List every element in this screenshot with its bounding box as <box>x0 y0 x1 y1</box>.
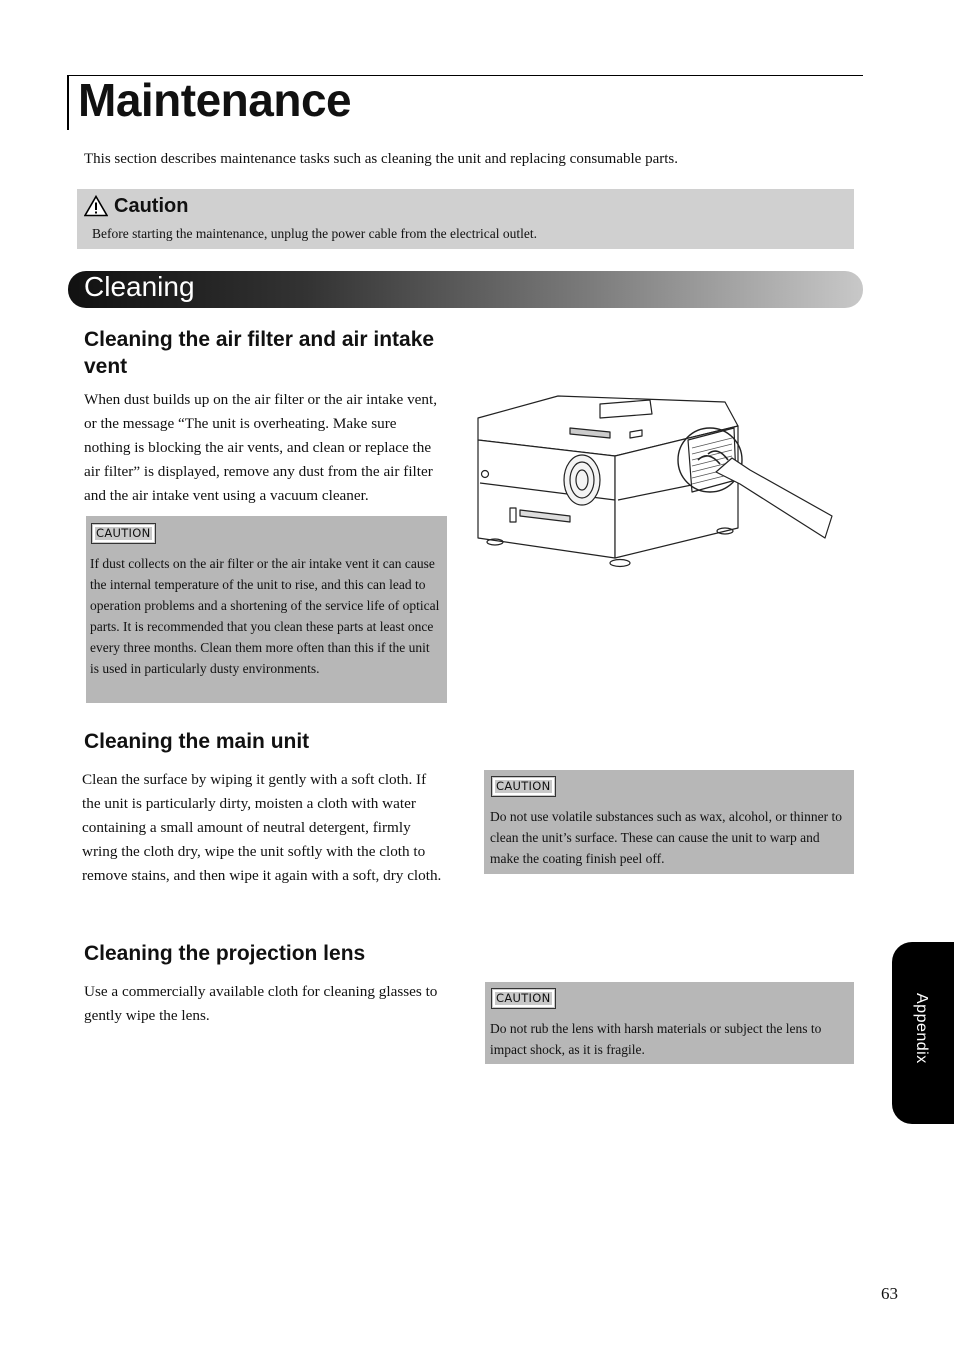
lens-heading: Cleaning the projection lens <box>84 942 366 965</box>
caution-heading <box>84 193 188 219</box>
section-title: Cleaning <box>84 271 195 302</box>
warning-triangle-icon <box>84 195 108 217</box>
main-unit-body: Clean the surface by wiping it gently with a soft cloth. If the unit is particularly dirty, moisten a cloth with water containing a small amount of neutral detergent, firmly wring the cloth dry, wipe the unit softly with the cloth to remove stains, and then wipe it again with a soft, dry cloth. <box>82 771 442 884</box>
lens-body: Use a commercially available cloth for cleaning glasses to gently wipe the lens. <box>84 983 438 1024</box>
caution-text: Before starting the maintenance, unplug the power cable from the electrical outlet. <box>92 226 537 241</box>
caution-tag-label: CAUTION <box>91 523 156 544</box>
lens-caution-text: Do not rub the lens with harsh materials or subject the lens to impact shock, as it is fragile. <box>490 1021 822 1057</box>
main-unit-heading: Cleaning the main unit <box>84 730 310 753</box>
page-number: 63 <box>881 1284 898 1303</box>
air-filter-caution-tag <box>91 523 156 544</box>
caution-tag-label: CAUTION <box>491 988 556 1009</box>
air-filter-caution-text: If dust collects on the air filter or the air intake vent it can cause the internal temperature of the unit to rise, and this can lead to operation problems and a shortening of the service life of optical parts. It is recommended that you clean these parts at least once every three months. Clean them more often than this if the unit is used in particularly dusty environments. <box>90 556 440 676</box>
air-filter-body: When dust builds up on the air filter or the air intake vent, or the message “The unit is overheating. Make sure nothing is blocking the air vents, and clean or replace the air filter” is displayed, remove any dust from the air filter and the air intake vent using a vacuum cleaner. <box>84 391 438 504</box>
main-unit-caution-text: Do not use volatile substances such as wax, alcohol, or thinner to clean the unit’s surface. These can cause the unit to warp and make the coating finish peel off. <box>490 809 843 866</box>
caution-tag-label: CAUTION <box>491 776 556 797</box>
caution-heading-label: Caution <box>114 195 189 217</box>
appendix-tab-label: Appendix <box>913 993 930 1064</box>
intro-text: This section describes maintenance tasks such as cleaning the unit and replacing consumable parts. <box>84 151 678 167</box>
title-accent-bar <box>67 75 69 130</box>
air-filter-heading: Cleaning the air filter and air intake vent <box>84 328 435 378</box>
projector-vacuum-illustration <box>470 388 840 568</box>
page-title: Maintenance <box>78 74 352 126</box>
lens-caution-tag <box>491 988 556 1009</box>
main-unit-caution-tag <box>491 776 556 797</box>
